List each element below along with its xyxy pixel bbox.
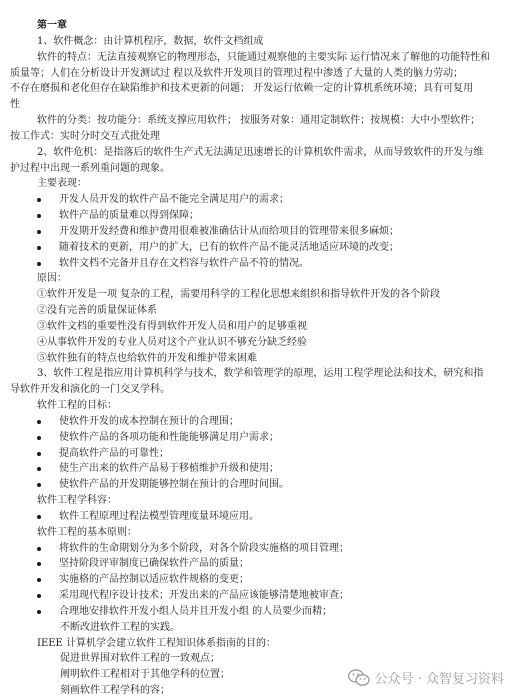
text-line: ⑤软件独有的特点也给软件的开发和维护带来困难 — [37, 352, 257, 364]
text-line: 1、软件概念：由计算机程序，数据，软件文档组成 — [37, 35, 264, 47]
text-line: ②没有完善的质量保证体系 — [37, 305, 157, 316]
text-line: 质量等；人们在分析设计开发测试过 程以及软件开发项目的管理过程中渗透了大量的人类的脑力劳动； — [10, 67, 464, 79]
list-item — [37, 193, 516, 207]
list-item — [37, 573, 516, 587]
list-item-text: 实施格的产品控制以适应软件规格的变更； — [59, 574, 249, 586]
text-line: 软件的特点：无法直接观察它的物理形态，只能通过观察他的主要实际 运行情况来了解他的功能特性和 — [37, 51, 491, 63]
list-item — [37, 589, 516, 603]
text-line: 软件工程的基本原则： — [37, 526, 137, 538]
text-line: 按工作式：实时分时交互式批处理 — [10, 130, 160, 142]
text-line: 软件的分类：按功能分：系统支撑应用软件； 按服务对象：通用定制软件；按规模：大中小型软件； — [37, 115, 481, 126]
text-line: 促进世界围对软件工程的一致观点； — [60, 653, 220, 665]
text-line: 主要表现： — [37, 178, 87, 190]
list-item — [37, 478, 516, 492]
text-line: 护过程中出现一系列重问题的现象。 — [10, 162, 170, 174]
list-item-text: 使软件产品的各项功能和性能能够满足用户需求； — [59, 431, 279, 443]
wechat-icon — [348, 669, 370, 687]
text-line: 2、软件危机：是指落后的软件生产式无法满足迅速增长的计算机软件需求，从而导致软件的开发与维 — [37, 146, 484, 158]
text-line: ③软件文档的重要性没有得到软件开发人员和用户的足够重视 — [37, 320, 307, 332]
text-line: 原因： — [37, 273, 67, 285]
text-line: 刻画软件工程学科的容； — [60, 685, 170, 696]
list-item — [37, 209, 516, 223]
list-item-text: 提高软件产品的可靠性； — [59, 447, 169, 459]
text-line: 3、软件工程是指应用计算机科学与技术，数学和管理学的原理，运用工程学理论法和技术，研究和指 — [37, 368, 484, 380]
list-item — [37, 225, 516, 239]
list-item-text: 软件文档不完备并且存在文档容与软件产品不符的情况。 — [59, 257, 309, 269]
list-item-text: 将软件的生命期划分为多个阶段，对各个阶段实施格的项目管理； — [59, 542, 349, 554]
list-item-text: 软件产品的质量难以得到保障； — [59, 210, 199, 221]
list-item-text: 采用现代程序设计技术；开发出来的产品应该能够清楚地被审查； — [59, 590, 349, 601]
list-item — [37, 462, 516, 476]
text-line: 不断改进软件工程的实践。 — [60, 621, 180, 633]
text-line: ①软件开发是一项 复杂的工程，需要用科学的工程化思想来组织和指导软件开发的各个阶段 — [37, 289, 441, 301]
chapter-title: 第一章 — [37, 20, 67, 31]
list-item-text: 开发人员开发的软件产品不能完全满足用户的需求； — [59, 194, 289, 206]
list-item — [37, 447, 516, 461]
list-item-text: 合理地安排软件开发小组人员并且开发小组 的人员要少而精； — [59, 605, 333, 617]
text-line: 导软件开发和演化的一门交叉学科。 — [10, 384, 170, 396]
list-item — [37, 542, 516, 556]
list-item — [37, 557, 516, 571]
list-item-text: 使生产出来的软件产品易于移植维护升级和使用； — [59, 463, 279, 475]
text-line: ④从事软件开发的专业人员对这个产业认识不够充分缺乏经验 — [37, 336, 307, 348]
text-line: 软件工程学科容： — [37, 495, 117, 506]
list-item — [37, 241, 516, 255]
list-item — [37, 605, 516, 619]
list-item — [37, 415, 516, 429]
list-item-text: 开发期开发经费和维护费用很难被准确估计从而给项目的管理带来很多麻烦； — [59, 225, 399, 237]
list-item — [37, 510, 516, 524]
list-item — [37, 257, 516, 271]
text-line: 阐明软件工程相对于其他学科的位置； — [60, 669, 230, 681]
text-line: IEEE 计算机学会建立软件工程知识体系指南的目的： — [37, 637, 277, 649]
list-item-text: 使软件开发的成本控制在预计的合理围； — [59, 415, 239, 427]
text-line: 软件工程的目标： — [37, 400, 117, 411]
text-line: 性 — [10, 99, 20, 111]
list-item-text: 随着技术的更新，用户的扩大，已有的软件产品不能灵活地适应环境的改变； — [59, 241, 399, 253]
list-item-text: 坚持阶段评审制度已确保软件产品的质量； — [59, 558, 249, 570]
watermark — [348, 668, 504, 687]
list-item — [37, 431, 516, 445]
text-line: 不存在磨损和老化但存在缺陷维护和技术更新的问题； 开发运行依赖一定的计算机系统环境；具有可复用 — [10, 83, 474, 95]
list-item-text: 使软件产品的开发期能够控制在预计的合理时间围。 — [59, 479, 289, 491]
list-item-text: 软件工程原理过程法模型管理度量环境应用。 — [59, 510, 259, 522]
watermark-text: 公众号 · 众智复习资料 — [374, 672, 504, 687]
